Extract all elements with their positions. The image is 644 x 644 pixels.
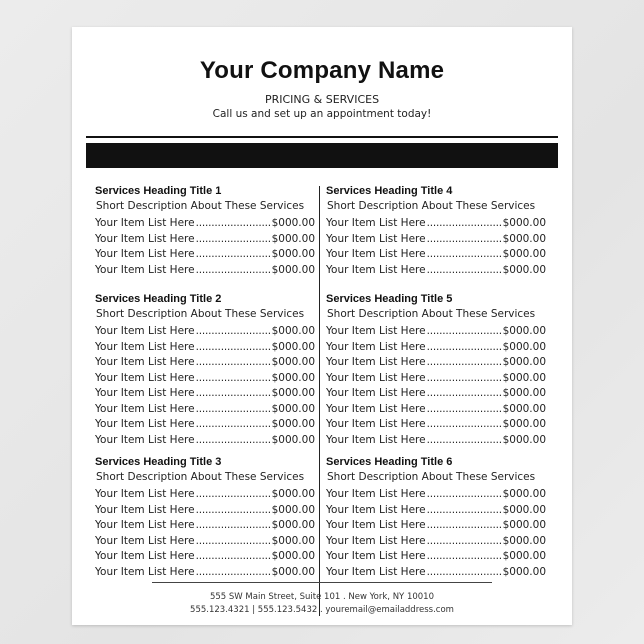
item-name: Your Item List Here [95, 433, 195, 446]
item-name: Your Item List Here [326, 534, 426, 547]
item-name: Your Item List Here [326, 232, 426, 245]
item-name: Your Item List Here [95, 503, 195, 516]
price-list-item [95, 402, 315, 418]
price-list-item [95, 355, 315, 371]
item-price: $000.00 [271, 433, 315, 446]
item-name: Your Item List Here [326, 325, 426, 337]
header-black-band [86, 143, 558, 168]
item-price: $000.00 [502, 232, 546, 245]
price-list-item [326, 247, 546, 263]
price-list-item [326, 263, 546, 279]
item-price: $000.00 [502, 263, 546, 276]
dot-leader [195, 549, 272, 565]
dot-leader [195, 247, 272, 263]
price-list-item [326, 216, 546, 232]
dot-leader [426, 247, 503, 263]
dot-leader [426, 534, 503, 550]
item-name: Your Item List Here [326, 503, 426, 516]
item-price: $000.00 [502, 325, 546, 337]
item-name: Your Item List Here [326, 387, 426, 399]
item-name: Your Item List Here [95, 263, 195, 276]
item-name: Your Item List Here [95, 418, 195, 430]
item-name: Your Item List Here [326, 340, 426, 353]
price-list-item [326, 487, 546, 503]
dot-leader [426, 549, 503, 565]
item-name: Your Item List Here [95, 402, 195, 415]
section-heading: Services Heading Title 6 [326, 456, 453, 468]
section-heading: Services Heading Title 1 [95, 185, 222, 197]
item-name: Your Item List Here [95, 387, 195, 399]
price-list-item [95, 503, 315, 519]
service-section-2 [95, 292, 315, 448]
dot-leader [195, 503, 272, 519]
column-divider [319, 186, 320, 616]
item-price: $000.00 [502, 340, 546, 353]
item-price: $000.00 [271, 402, 315, 415]
item-price: $000.00 [502, 534, 546, 547]
dot-leader [426, 386, 503, 402]
section-description: Short Description About These Services [96, 308, 305, 320]
item-name: Your Item List Here [95, 325, 195, 337]
item-price: $000.00 [271, 263, 315, 276]
dot-leader [426, 263, 503, 279]
dot-leader [426, 371, 503, 387]
section-heading: Services Heading Title 5 [326, 293, 453, 305]
item-price: $000.00 [502, 488, 546, 500]
dot-leader [195, 534, 272, 550]
dot-leader [426, 340, 503, 356]
section-description: Short Description About These Services [327, 200, 536, 212]
item-name: Your Item List Here [95, 232, 195, 245]
dot-leader [195, 518, 272, 534]
price-list-item [326, 324, 546, 340]
service-section-4 [326, 184, 546, 278]
price-list-item [326, 534, 546, 550]
item-name: Your Item List Here [326, 550, 426, 562]
item-price: $000.00 [502, 418, 546, 430]
pricing-subtitle: PRICING & SERVICES [264, 93, 380, 106]
item-price: $000.00 [271, 519, 315, 531]
price-list-item [326, 565, 546, 581]
item-price: $000.00 [502, 565, 546, 578]
item-price: $000.00 [271, 248, 315, 260]
footer-divider-line [152, 582, 492, 583]
item-name: Your Item List Here [95, 488, 195, 500]
dot-leader [426, 324, 503, 340]
section-description: Short Description About These Services [327, 308, 536, 320]
item-price: $000.00 [271, 217, 315, 229]
dot-leader [195, 371, 272, 387]
item-name: Your Item List Here [326, 217, 426, 229]
price-list-item [95, 232, 315, 248]
appointment-tagline: Call us and set up an appointment today! [212, 108, 432, 120]
item-name: Your Item List Here [326, 371, 426, 384]
dot-leader [195, 565, 272, 581]
dot-leader [426, 417, 503, 433]
item-price: $000.00 [271, 550, 315, 562]
item-name: Your Item List Here [95, 534, 195, 547]
section-heading: Services Heading Title 4 [326, 185, 453, 197]
section-heading: Services Heading Title 3 [95, 456, 222, 468]
item-name: Your Item List Here [95, 356, 195, 368]
service-section-1 [95, 184, 315, 278]
price-list-item [326, 503, 546, 519]
dot-leader [195, 324, 272, 340]
item-name: Your Item List Here [95, 565, 195, 578]
item-price: $000.00 [271, 534, 315, 547]
item-price: $000.00 [271, 325, 315, 337]
dot-leader [426, 355, 503, 371]
dot-leader [195, 355, 272, 371]
price-list-item [95, 518, 315, 534]
price-list-item [326, 386, 546, 402]
dot-leader [426, 518, 503, 534]
price-list-item [95, 263, 315, 279]
item-price: $000.00 [502, 503, 546, 516]
price-list-item [326, 371, 546, 387]
item-price: $000.00 [271, 340, 315, 353]
item-name: Your Item List Here [95, 340, 195, 353]
item-price: $000.00 [271, 488, 315, 500]
dot-leader [426, 487, 503, 503]
dot-leader [195, 232, 272, 248]
item-price: $000.00 [502, 387, 546, 399]
section-description: Short Description About These Services [327, 471, 536, 483]
price-list-item [326, 433, 546, 449]
item-price: $000.00 [271, 565, 315, 578]
dot-leader [195, 216, 272, 232]
dot-leader [195, 433, 272, 449]
item-name: Your Item List Here [326, 488, 426, 500]
item-name: Your Item List Here [326, 263, 426, 276]
dot-leader [426, 565, 503, 581]
price-list-item [95, 340, 315, 356]
section-heading: Services Heading Title 2 [95, 293, 222, 305]
item-name: Your Item List Here [326, 433, 426, 446]
price-list-item [326, 402, 546, 418]
dot-leader [426, 433, 503, 449]
dot-leader [195, 417, 272, 433]
dot-leader [195, 402, 272, 418]
item-name: Your Item List Here [326, 418, 426, 430]
item-price: $000.00 [271, 418, 315, 430]
footer-contact: 555.123.4321 | 555.123.5432 . youremail@emailaddress.com [190, 605, 454, 615]
dot-leader [195, 263, 272, 279]
item-name: Your Item List Here [95, 248, 195, 260]
item-price: $000.00 [502, 356, 546, 368]
price-list-item [326, 355, 546, 371]
price-list-item [95, 417, 315, 433]
price-list-item [95, 371, 315, 387]
item-name: Your Item List Here [95, 371, 195, 384]
price-list-item [326, 232, 546, 248]
dot-leader [426, 232, 503, 248]
price-list-item [326, 340, 546, 356]
item-price: $000.00 [502, 248, 546, 260]
price-list-item [326, 417, 546, 433]
price-list-item [95, 549, 315, 565]
section-description: Short Description About These Services [96, 200, 305, 212]
item-name: Your Item List Here [326, 402, 426, 415]
item-name: Your Item List Here [95, 550, 195, 562]
service-section-6 [326, 455, 546, 580]
item-name: Your Item List Here [326, 565, 426, 578]
item-price: $000.00 [271, 232, 315, 245]
price-list-item [95, 433, 315, 449]
item-price: $000.00 [502, 371, 546, 384]
item-name: Your Item List Here [326, 356, 426, 368]
item-price: $000.00 [271, 371, 315, 384]
price-list-item [326, 518, 546, 534]
item-price: $000.00 [271, 503, 315, 516]
price-list-item [95, 247, 315, 263]
dot-leader [195, 340, 272, 356]
item-price: $000.00 [502, 402, 546, 415]
service-section-3 [95, 455, 315, 580]
dot-leader [195, 487, 272, 503]
item-price: $000.00 [271, 387, 315, 399]
item-price: $000.00 [502, 519, 546, 531]
price-list-item [95, 534, 315, 550]
item-price: $000.00 [502, 433, 546, 446]
header-divider-line [86, 136, 558, 138]
item-name: Your Item List Here [95, 519, 195, 531]
flyer-sheet [72, 27, 572, 625]
footer-address: 555 SW Main Street, Suite 101 . New York, NY 10010 [209, 592, 434, 602]
item-name: Your Item List Here [326, 519, 426, 531]
price-list-item [95, 487, 315, 503]
price-list-item [326, 549, 546, 565]
item-name: Your Item List Here [326, 248, 426, 260]
dot-leader [426, 216, 503, 232]
service-section-5 [326, 292, 546, 448]
item-price: $000.00 [271, 356, 315, 368]
price-list-item [95, 565, 315, 581]
dot-leader [426, 402, 503, 418]
dot-leader [426, 503, 503, 519]
price-list-item [95, 216, 315, 232]
section-description: Short Description About These Services [96, 471, 305, 483]
item-name: Your Item List Here [95, 217, 195, 229]
price-list-item [95, 324, 315, 340]
price-list-item [95, 386, 315, 402]
dot-leader [195, 386, 272, 402]
item-price: $000.00 [502, 217, 546, 229]
company-name: Your Company Name [199, 57, 445, 84]
item-price: $000.00 [502, 550, 546, 562]
